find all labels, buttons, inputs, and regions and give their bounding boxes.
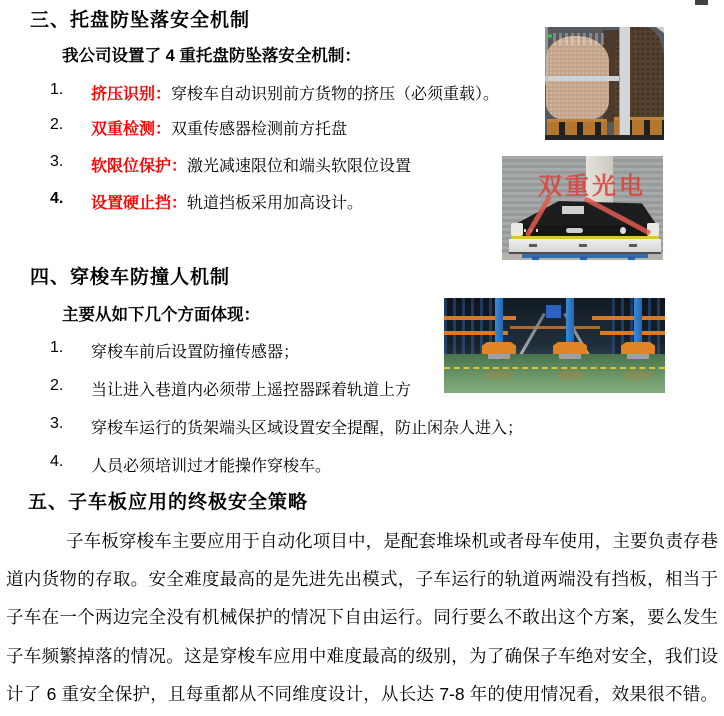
orange-guide bbox=[482, 342, 516, 354]
post-foot bbox=[488, 354, 510, 359]
shelf-deck bbox=[545, 135, 664, 140]
round-button bbox=[620, 227, 626, 234]
shuttle-photo bbox=[502, 156, 663, 260]
post-foot bbox=[559, 354, 581, 359]
watermark-marks bbox=[553, 33, 605, 45]
page-edge-fragment bbox=[695, 0, 708, 5]
body-detail bbox=[629, 244, 637, 247]
list-term: 软限位保护： bbox=[91, 158, 188, 175]
list-text: 人员必须培训过才能操作穿梭车。 bbox=[91, 458, 332, 475]
list-term: 设置硬止挡： bbox=[91, 195, 188, 212]
pallet-rack-photo bbox=[545, 27, 664, 140]
paragraph-line: 子车在一个两边完全没有机械保护的情况下自由运行。同行要么不敢出这个方案，要么发生 bbox=[6, 607, 718, 628]
section-4-intro: 主要从如下几个方面体现： bbox=[62, 306, 260, 324]
paragraph-line: 道内货物的存取。安全难度最高的是先进先出模式，子车运行的轨道两端没有挡板，相当于 bbox=[6, 569, 718, 590]
list-text: 轨道挡板采用加高设计。 bbox=[187, 195, 364, 212]
yellow-dashed-line bbox=[444, 367, 665, 369]
paragraph-line: 计了 6 重安全保护，且每重都从不同维度设计，从长达 7-8 年的使用情况看，效果很不错。 bbox=[6, 683, 718, 704]
closing-paragraph bbox=[6, 522, 718, 713]
list-text: 穿梭车自动识别前方货物的挤压（必须重载）。 bbox=[171, 86, 500, 103]
overlay-label: 双重光电 bbox=[538, 173, 646, 200]
section-5-heading: 五、子车板应用的终极安全策略 bbox=[28, 492, 309, 513]
shuttle-lower-body bbox=[509, 239, 661, 252]
orange-rail bbox=[600, 331, 665, 335]
green-dot bbox=[548, 34, 552, 38]
list-term: 挤压识别： bbox=[91, 86, 172, 103]
list-text: 穿梭车运行的货架端头区域设置安全提醒，防止闲杂人进入； bbox=[91, 420, 524, 437]
shuttle-label-plate bbox=[562, 206, 584, 214]
section-3-intro: 我公司设置了 4 重托盘防坠落安全机制： bbox=[62, 47, 361, 65]
stand-leg bbox=[628, 256, 635, 260]
paragraph-line: 子车板穿梭车主要应用于自动化项目中，是配套堆垛机或者母车使用，主要负责存巷 bbox=[66, 531, 718, 551]
list-number: 3. bbox=[50, 415, 64, 432]
body-detail bbox=[529, 244, 537, 247]
list-text: 双重传感器检测前方托盘 bbox=[171, 121, 348, 138]
floor-reflection bbox=[555, 370, 585, 380]
list-number: 3. bbox=[50, 153, 64, 170]
floor-reflection bbox=[484, 370, 514, 380]
corner-sensor-left bbox=[511, 223, 523, 236]
list-text: 激光减速限位和端头软限位设置 bbox=[187, 158, 412, 175]
list-text: 当让进入巷道内必须带上遥控器踩着轨道上方 bbox=[91, 382, 412, 399]
post-foot bbox=[627, 354, 649, 359]
orange-guide bbox=[553, 342, 587, 354]
list-term: 双重检测： bbox=[91, 121, 172, 138]
orange-guide bbox=[621, 342, 655, 354]
section-3-heading: 三、托盘防坠落安全机制 bbox=[30, 10, 251, 31]
orange-rail bbox=[592, 316, 665, 320]
list-text: 穿梭车前后设置防撞传感器； bbox=[91, 344, 300, 361]
handle-slot bbox=[566, 228, 583, 233]
list-number: 4. bbox=[50, 190, 64, 207]
paragraph-line: 子车频繁掉落的情况。这是穿梭车应用中难度最高的级别，为了确保子车绝对安全，我们设 bbox=[6, 645, 718, 666]
list-number: 1. bbox=[50, 339, 64, 356]
section-4-heading: 四、穿梭车防撞人机制 bbox=[30, 267, 231, 288]
floor-reflection bbox=[623, 370, 653, 380]
stand-leg bbox=[580, 256, 587, 260]
rack-beam bbox=[545, 76, 621, 81]
body-detail bbox=[579, 244, 587, 247]
orange-rail bbox=[510, 326, 600, 329]
list-number: 1. bbox=[50, 81, 64, 98]
stand-leg bbox=[532, 256, 539, 260]
aisle-photo bbox=[444, 298, 665, 393]
list-number: 2. bbox=[50, 377, 64, 394]
rack-post bbox=[619, 27, 630, 140]
list-number: 4. bbox=[50, 453, 64, 470]
list-number: 2. bbox=[50, 116, 64, 133]
orange-rail bbox=[444, 316, 516, 320]
track-rail bbox=[517, 313, 546, 360]
aisle-end bbox=[546, 305, 561, 318]
